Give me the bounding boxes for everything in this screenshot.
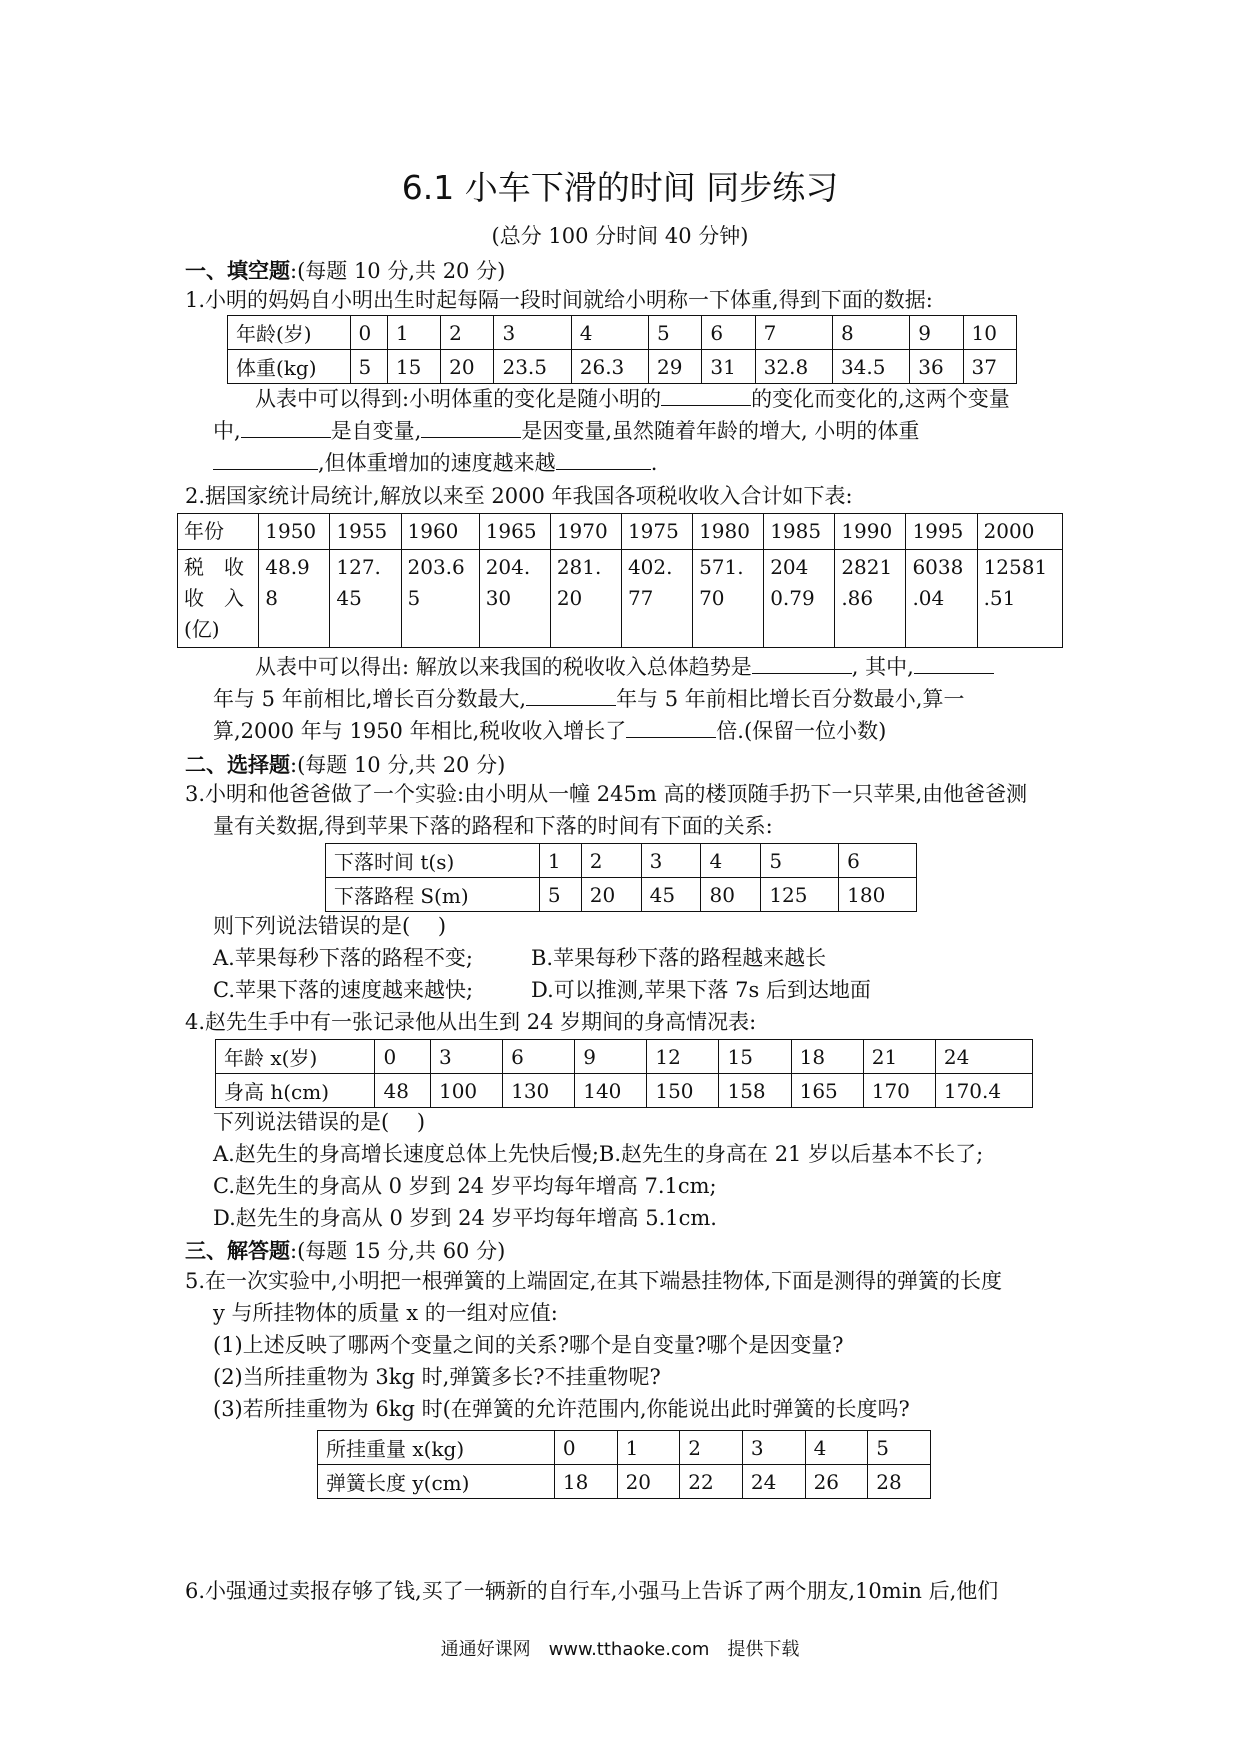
table-cell: 6 <box>702 316 755 350</box>
q2-table <box>177 513 1063 648</box>
q4-option-c[interactable]: C.赵先生的身高从 0 岁到 24 岁平均每年增高 7.1cm; <box>213 1174 717 1198</box>
table-cell: 127. 45 <box>330 550 401 648</box>
table-cell: 203.6 5 <box>401 550 479 648</box>
table-cell: 158 <box>719 1074 791 1108</box>
table-cell: 125 <box>761 878 839 912</box>
answer-blank[interactable] <box>421 415 521 438</box>
page-subtitle: (总分 100 分时间 40 分钟) <box>491 224 749 248</box>
table-cell: 年龄(岁) <box>228 316 351 350</box>
table-cell: 2 <box>441 316 494 350</box>
table-row <box>318 1465 931 1499</box>
table-cell: 571. 70 <box>693 550 764 648</box>
table-cell: 2000 <box>977 514 1062 550</box>
table-row <box>216 1040 1033 1074</box>
table-cell: 6 <box>503 1040 575 1074</box>
table-cell: 130 <box>503 1074 575 1108</box>
table-cell: 5 <box>868 1431 931 1465</box>
table-cell: 1975 <box>621 514 692 550</box>
table-cell: 1 <box>539 844 581 878</box>
q4-ask: 下列说法错误的是( ) <box>213 1110 426 1134</box>
table-cell: 1980 <box>693 514 764 550</box>
table-cell: 下落时间 t(s) <box>326 844 540 878</box>
table-cell: 10 <box>963 316 1016 350</box>
section-heading-answer <box>185 1235 505 1265</box>
table-cell: 31 <box>702 350 755 384</box>
table-cell: 2 <box>581 844 641 878</box>
table-cell: 1 <box>617 1431 680 1465</box>
table-cell: 12 <box>647 1040 719 1074</box>
table-cell: 20 <box>581 878 641 912</box>
q3-ask: 则下列说法错误的是( ) <box>213 914 447 938</box>
section-heading-fill-in <box>185 255 505 285</box>
table-cell: 22 <box>680 1465 743 1499</box>
table-cell: 4 <box>701 844 761 878</box>
q4-option-ab[interactable]: A.赵先生的身高增长速度总体上先快后慢;B.赵先生的身高在 21 岁以后基本不长了; <box>213 1142 984 1166</box>
table-cell: 2 <box>680 1431 743 1465</box>
table-row <box>178 550 1063 648</box>
table-cell: 18 <box>554 1465 617 1499</box>
table-cell: 37 <box>963 350 1016 384</box>
table-cell: 80 <box>701 878 761 912</box>
q3-stem-1: 3.小明和他爸爸做了一个实验:由小明从一幢 245m 高的楼顶随手扔下一只苹果,由他爸爸测 <box>185 782 1028 806</box>
q3-option-b[interactable]: B.苹果每秒下落的路程越来越长 <box>531 946 827 970</box>
q3-option-c[interactable]: C.苹果下落的速度越来越快; <box>213 978 474 1002</box>
table-row <box>318 1431 931 1465</box>
table-cell: 6 <box>839 844 917 878</box>
table-cell: 20 <box>441 350 494 384</box>
table-cell: 165 <box>791 1074 863 1108</box>
table-cell: 3 <box>430 1040 502 1074</box>
table-cell: 34.5 <box>832 350 909 384</box>
table-cell: 281. 20 <box>550 550 621 648</box>
table-cell: 下落路程 S(m) <box>326 878 540 912</box>
table-cell: 7 <box>755 316 832 350</box>
table-cell: 15 <box>719 1040 791 1074</box>
page-footer: 通通好课网 www.tthaoke.com 提供下载 <box>440 1639 800 1660</box>
table-cell: 32.8 <box>755 350 832 384</box>
section-note: :(每题 10 分,共 20 分) <box>290 259 506 283</box>
table-cell: 15 <box>387 350 440 384</box>
table-cell: 1995 <box>906 514 977 550</box>
table-cell: 1985 <box>764 514 835 550</box>
q2-line-2: 年与 5 年前相比,增长百分数最大, 年与 5 年前相比增长百分数最小,算一 <box>213 683 964 714</box>
table-row <box>228 316 1017 350</box>
table-cell: 204 0.79 <box>764 550 835 648</box>
table-cell: 150 <box>647 1074 719 1108</box>
table-cell: 45 <box>641 878 701 912</box>
table-cell: 1970 <box>550 514 621 550</box>
table-cell: 5 <box>649 316 702 350</box>
answer-blank[interactable] <box>241 415 331 438</box>
table-cell: 6038 .04 <box>906 550 977 648</box>
table-cell: 9 <box>910 316 963 350</box>
table-cell: 12581 .51 <box>977 550 1062 648</box>
table-cell: 0 <box>350 316 387 350</box>
answer-blank[interactable] <box>626 715 716 738</box>
section-heading-text: 一、填空题 <box>185 259 290 283</box>
table-cell: 20 <box>617 1465 680 1499</box>
table-cell: 29 <box>649 350 702 384</box>
table-cell: 9 <box>575 1040 647 1074</box>
answer-blank[interactable] <box>661 383 751 406</box>
table-cell: 8 <box>832 316 909 350</box>
table-row <box>216 1074 1033 1108</box>
q2-line-3: 算,2000 年与 1950 年相比,税收收入增长了 倍.(保留一位小数) <box>213 715 886 746</box>
table-cell: 1965 <box>479 514 550 550</box>
table-cell: 1960 <box>401 514 479 550</box>
table-cell: 140 <box>575 1074 647 1108</box>
table-cell: 4 <box>805 1431 868 1465</box>
q2-stem: 2.据国家统计局统计,解放以来至 2000 年我国各项税收收入合计如下表: <box>185 484 853 508</box>
table-cell: 0 <box>554 1431 617 1465</box>
table-row <box>326 844 917 878</box>
table-cell: 180 <box>839 878 917 912</box>
table-cell: 1950 <box>259 514 330 550</box>
table-cell: 2821 .86 <box>835 550 906 648</box>
q2-line-1: 从表中可以得出: 解放以来我国的税收收入总体趋势是 , 其中, <box>255 651 994 682</box>
q1-stem: 1.小明的妈妈自小明出生时起每隔一段时间就给小明称一下体重,得到下面的数据: <box>185 288 933 312</box>
table-cell: 28 <box>868 1465 931 1499</box>
table-cell: 48 <box>375 1074 430 1108</box>
table-cell: 1990 <box>835 514 906 550</box>
table-cell: 48.9 8 <box>259 550 330 648</box>
q4-option-d[interactable]: D.赵先生的身高从 0 岁到 24 岁平均每年增高 5.1cm. <box>213 1206 717 1230</box>
answer-blank[interactable] <box>752 651 852 674</box>
section-heading-text: 二、选择题 <box>185 753 290 777</box>
table-cell: 18 <box>791 1040 863 1074</box>
table-cell: 体重(kg) <box>228 350 351 384</box>
table-cell: 26 <box>805 1465 868 1499</box>
q3-option-a[interactable]: A.苹果每秒下落的路程不变; <box>213 946 473 970</box>
table-cell: 3 <box>494 316 571 350</box>
section-heading-text: 三、解答题 <box>185 1239 290 1263</box>
table-row <box>178 514 1063 550</box>
q3-option-d[interactable]: D.可以推测,苹果下落 7s 后到达地面 <box>531 978 871 1002</box>
q5-stem-2: y 与所挂物体的质量 x 的一组对应值: <box>213 1301 558 1325</box>
q5-sub-1: (1)上述反映了哪两个变量之间的关系?哪个是自变量?哪个是因变量? <box>213 1333 844 1357</box>
q1-line-1: 从表中可以得到:小明体重的变化是随小明的 的变化而变化的,这两个变量 <box>255 383 1010 414</box>
answer-blank[interactable] <box>213 447 318 470</box>
table-cell: 所挂重量 x(kg) <box>318 1431 555 1465</box>
table-cell: 5 <box>350 350 387 384</box>
table-cell: 100 <box>430 1074 502 1108</box>
q5-sub-2: (2)当所挂重物为 3kg 时,弹簧多长?不挂重物呢? <box>213 1365 661 1389</box>
table-cell: 4 <box>571 316 648 350</box>
q3-table <box>325 843 917 912</box>
answer-blank[interactable] <box>914 651 994 674</box>
table-cell: 5 <box>539 878 581 912</box>
q3-stem-2: 量有关数据,得到苹果下落的路程和下落的时间有下面的关系: <box>213 814 773 838</box>
table-cell: 170.4 <box>935 1074 1032 1108</box>
q4-table <box>215 1039 1033 1108</box>
table-cell: 24 <box>935 1040 1032 1074</box>
table-cell: 1 <box>387 316 440 350</box>
q5-table <box>317 1430 931 1499</box>
table-cell: 3 <box>641 844 701 878</box>
q6-stem: 6.小强通过卖报存够了钱,买了一辆新的自行车,小强马上告诉了两个朋友,10min 后,他们 <box>185 1579 999 1603</box>
table-cell: 税 收 收 入 (亿) <box>178 550 259 648</box>
section-note: :(每题 15 分,共 60 分) <box>290 1239 506 1263</box>
table-cell: 0 <box>375 1040 430 1074</box>
q1-line-3: ,但体重增加的速度越来越 . <box>213 447 657 478</box>
section-heading-choice <box>185 749 505 779</box>
section-note: :(每题 10 分,共 20 分) <box>290 753 506 777</box>
table-cell: 24 <box>742 1465 805 1499</box>
table-cell: 21 <box>863 1040 935 1074</box>
table-cell: 36 <box>910 350 963 384</box>
table-row <box>228 350 1017 384</box>
page-title: 6.1 小车下滑的时间 同步练习 <box>401 168 839 207</box>
q1-table <box>227 315 1017 384</box>
q1-line-2: 中, 是自变量, 是因变量,虽然随着年龄的增大, 小明的体重 <box>213 415 919 446</box>
answer-blank[interactable] <box>526 683 616 706</box>
table-cell: 26.3 <box>571 350 648 384</box>
q4-stem: 4.赵先生手中有一张记录他从出生到 24 岁期间的身高情况表: <box>185 1010 757 1034</box>
table-cell: 3 <box>742 1431 805 1465</box>
table-cell: 1955 <box>330 514 401 550</box>
q5-sub-3: (3)若所挂重物为 6kg 时(在弹簧的允许范围内,你能说出此时弹簧的长度吗? <box>213 1397 910 1421</box>
table-cell: 402. 77 <box>621 550 692 648</box>
table-cell: 年份 <box>178 514 259 550</box>
table-cell: 23.5 <box>494 350 571 384</box>
table-cell: 年龄 x(岁) <box>216 1040 375 1074</box>
table-row <box>326 878 917 912</box>
table-cell: 204. 30 <box>479 550 550 648</box>
table-cell: 170 <box>863 1074 935 1108</box>
table-cell: 弹簧长度 y(cm) <box>318 1465 555 1499</box>
q5-stem-1: 5.在一次实验中,小明把一根弹簧的上端固定,在其下端悬挂物体,下面是测得的弹簧的长度 <box>185 1269 1003 1293</box>
table-cell: 5 <box>761 844 839 878</box>
table-cell: 身高 h(cm) <box>216 1074 375 1108</box>
answer-blank[interactable] <box>556 447 651 470</box>
